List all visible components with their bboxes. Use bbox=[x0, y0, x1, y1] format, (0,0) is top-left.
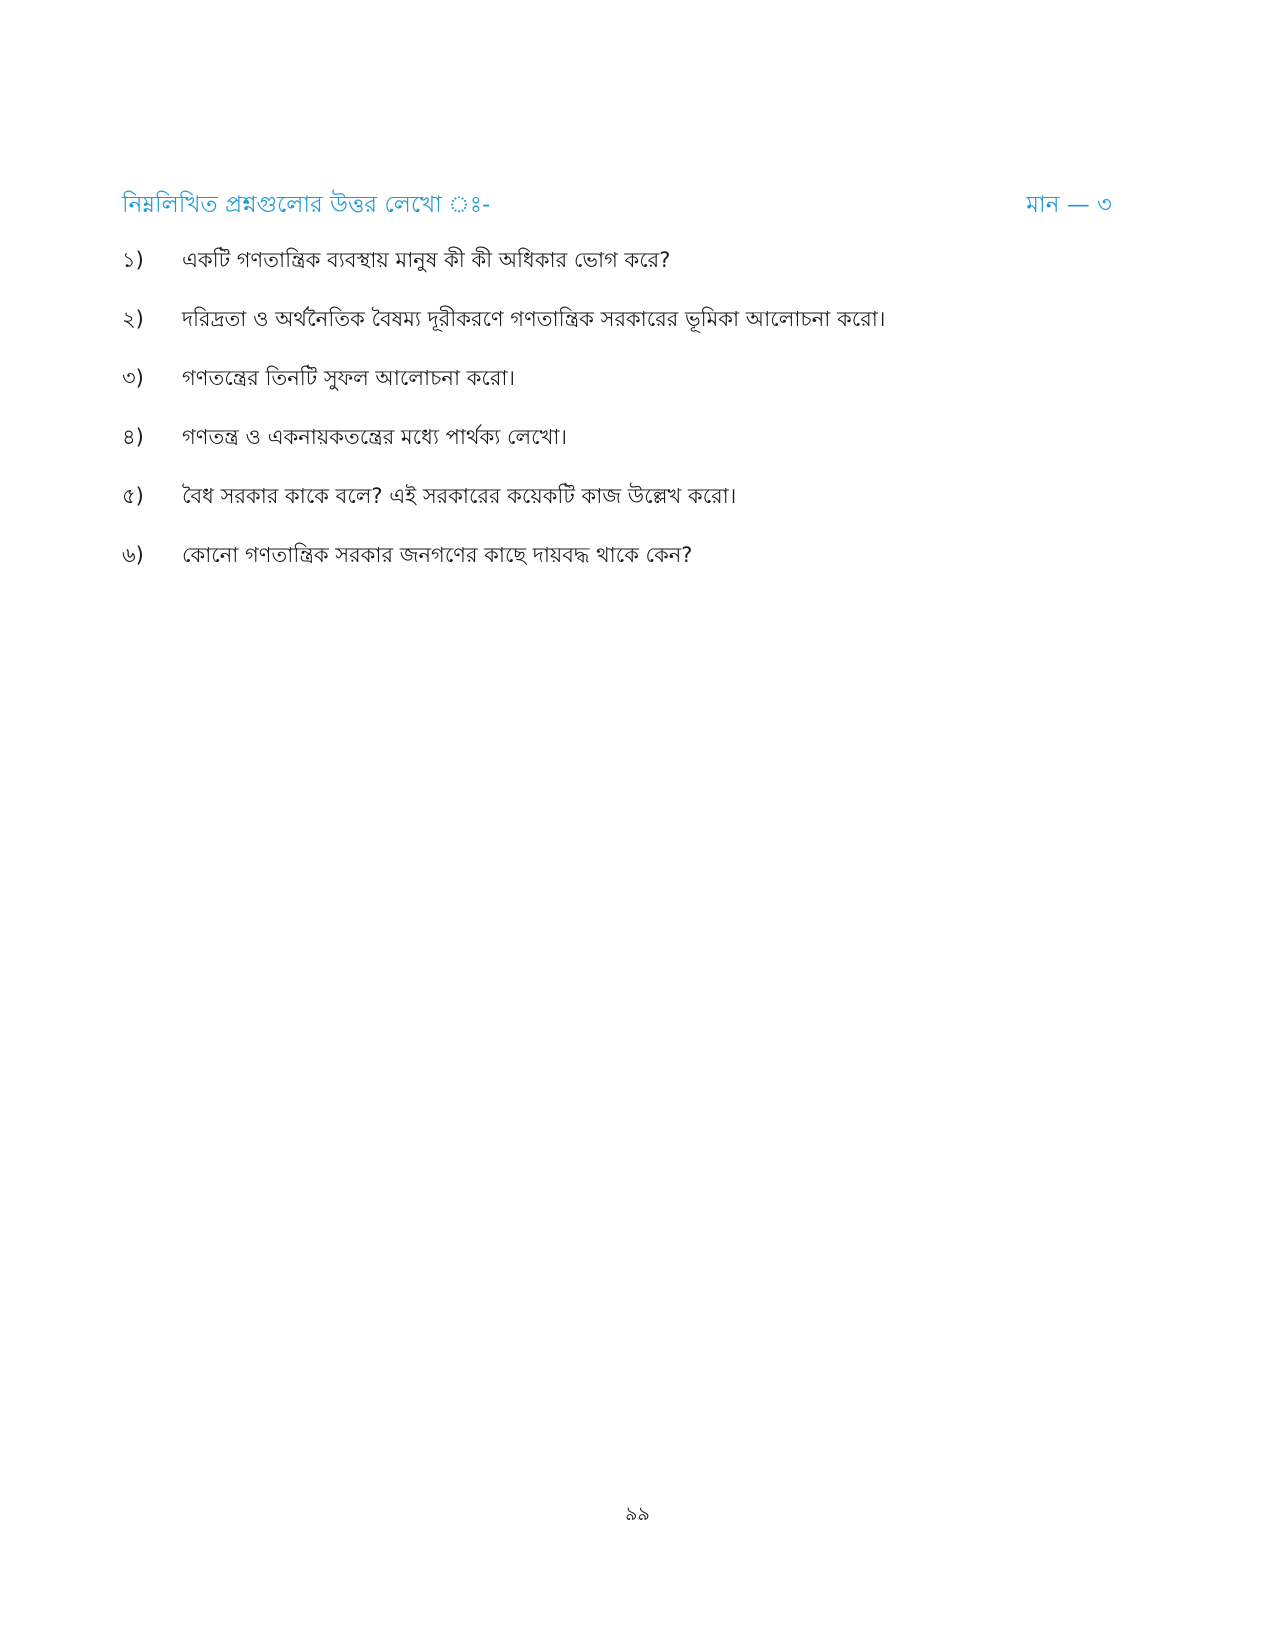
question-item bbox=[122, 539, 1122, 598]
question-text: গণতন্ত্রের তিনটি সুফল আলোচনা করো। bbox=[182, 366, 516, 390]
question-item bbox=[122, 303, 1122, 362]
question-item bbox=[122, 362, 1122, 421]
section-header bbox=[122, 186, 1112, 226]
question-text: একটি গণতান্ত্রিক ব্যবস্থায় মানুষ কী কী অধিকার ভোগ করে? bbox=[182, 248, 671, 272]
question-number: ১) bbox=[122, 248, 144, 272]
question-text: গণতন্ত্র ও একনায়কতন্ত্রের মধ্যে পার্থক্য লেখো। bbox=[182, 425, 567, 449]
section-heading: নিম্নলিখিত প্রশ্নগুলোর উত্তর লেখো ঃ- bbox=[122, 192, 491, 218]
question-list bbox=[122, 244, 1122, 598]
question-text: বৈধ সরকার কাকে বলে? এই সরকারের কয়েকটি কাজ উল্লেখ করো। bbox=[182, 484, 737, 508]
question-number: ৪) bbox=[122, 425, 144, 449]
question-text: কোনো গণতান্ত্রিক সরকার জনগণের কাছে দায়বদ্ধ থাকে কেন? bbox=[182, 543, 693, 567]
question-number: ৬) bbox=[122, 543, 144, 567]
question-text: দরিদ্রতা ও অর্থনৈতিক বৈষম্য দূরীকরণে গণতান্ত্রিক সরকারের ভূমিকা আলোচনা করো। bbox=[182, 307, 886, 331]
question-number: ৫) bbox=[122, 484, 144, 508]
question-number: ২) bbox=[122, 307, 144, 331]
question-number: ৩) bbox=[122, 366, 144, 390]
question-item bbox=[122, 480, 1122, 539]
question-item bbox=[122, 421, 1122, 480]
question-item bbox=[122, 244, 1122, 303]
marks-label: মান — ৩ bbox=[1026, 192, 1112, 218]
page-number: ৯৯ bbox=[625, 1503, 650, 1525]
